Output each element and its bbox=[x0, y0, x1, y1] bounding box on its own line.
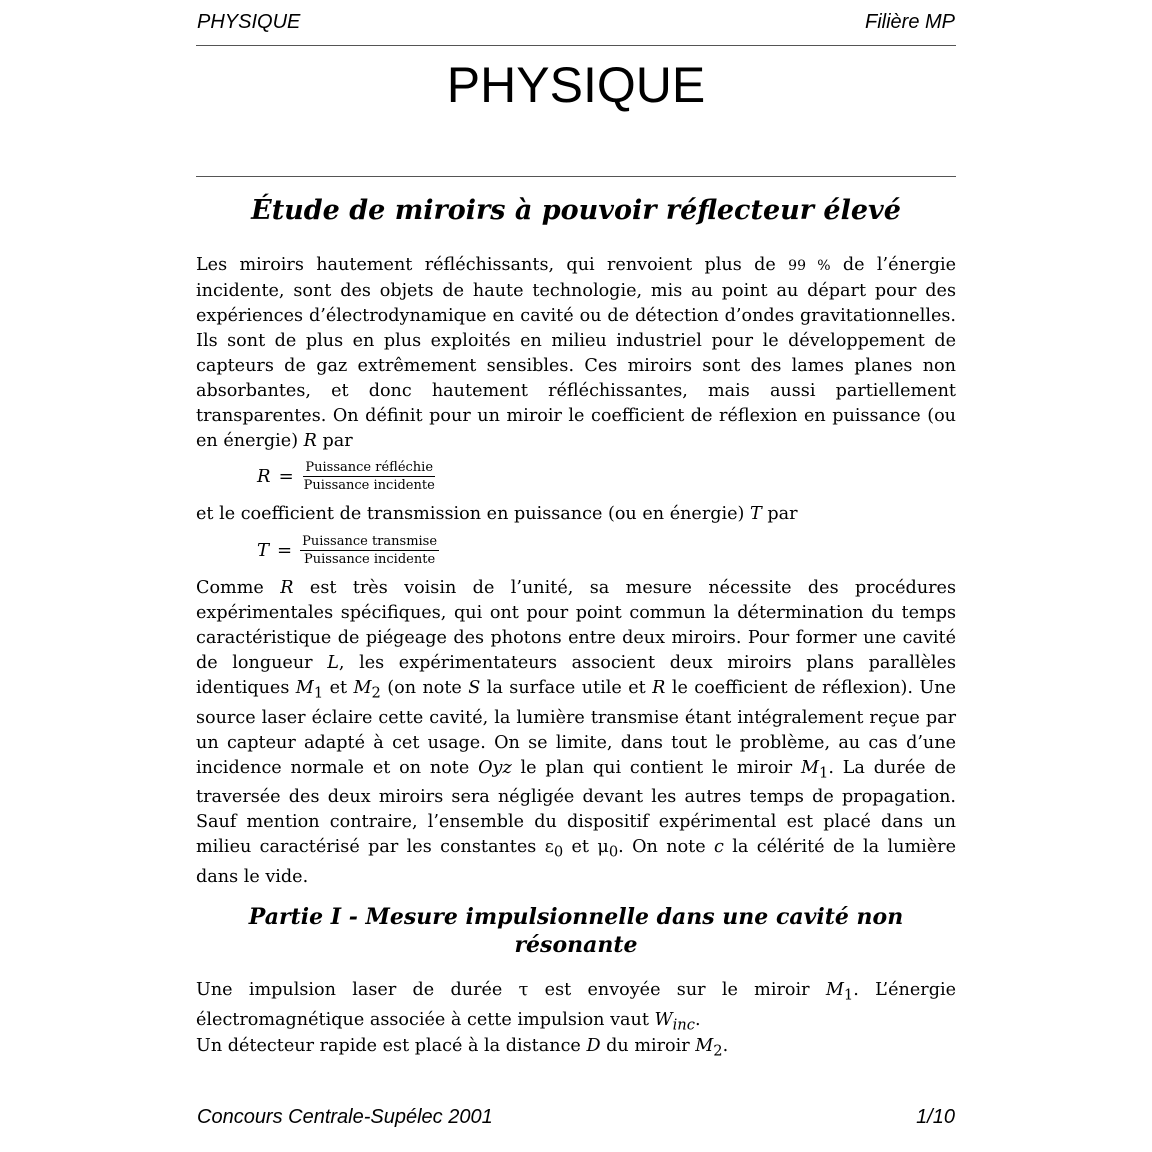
percent-value: 99 % bbox=[788, 258, 831, 274]
setup-paragraph: Comme R est très voisin de l’unité, sa mesure nécessite des procédures expérimentales spécifiques, qui ont pour point commun la détermination du temps caractéristique de piégeage des photons entre deux miroirs. Pour former une cavité de longueur L, les expérimentateurs associent deux miroirs plans parallèles identiques $M_1$ et $M_2$ (on note S la surface utile et R le coefficient de réflexion). Une source laser éclaire cette cavité, la lumière transmise étant intégralement reçue par un capteur adapté à cet usage. On se limite, dans tout le problème, au cas d’une incidence normale et on note Oyz le plan qui contient le miroir $M_1$. La durée de traversée des deux miroirs sera négligée devant les autres temps de propagation. Sauf mention contraire, l’ensemble du dispositif expérimental est placé dans un milieu caractérisé par les constantes $\varepsilon_0$ et $\mu_0$. On note c la célérité de la lumière dans le vide. bbox=[196, 578, 957, 887]
transmission-sentence: et le coefficient de transmission en puissance (ou en énergie) T par bbox=[196, 504, 798, 524]
part-one-title: Partie I - Mesure impulsionnelle dans une cavité non résonante bbox=[248, 904, 904, 958]
header-track: Filière MP bbox=[864, 11, 955, 33]
fraction-r: $\frac{\text{Puissance réfléchie}}{\text{Puissance incidente}}$ bbox=[303, 460, 435, 493]
detector-paragraph: Un détecteur rapide est placé à la distance D du miroir $M_2$. bbox=[196, 1036, 729, 1060]
fraction-t: $\frac{\text{Puissance transmise}}{\text{Puissance incidente}}$ bbox=[302, 534, 438, 567]
equation-r: R = $\frac{\text{Puissance réfléchie}}{\text{Puissance incidente}}$ bbox=[257, 460, 435, 493]
intro-paragraph: Les miroirs hautement réfléchissants, qui renvoient plus de 99 % de l’énergie incidente, sont des objets de haute technologie, mis au point au départ pour des expériences d’électrodynamique en cavité ou de détection d’ondes gravitationnelles. Ils sont de plus en plus exploités en milieu industriel pour le développement de capteurs de gaz extrêmement sensibles. Ces miroirs sont des lames planes non absorbantes, et donc hautement réfléchissantes, mais aussi partiellement transparentes. On définit pour un miroir le coefficient de réflexion en puissance (ou en énergie) R par bbox=[196, 255, 957, 451]
page-number: 1/10 bbox=[916, 1106, 955, 1128]
header-subject: PHYSIQUE bbox=[197, 11, 301, 33]
page-title: PHYSIQUE bbox=[446, 57, 706, 113]
pulse-paragraph: Une impulsion laser de durée τ est envoyée sur le miroir $M_1$. L’énergie électromagnétique associée à cette impulsion vaut $W_{inc}$. bbox=[196, 980, 956, 1034]
problem-title: Étude de miroirs à pouvoir réflecteur élevé bbox=[251, 195, 901, 226]
equation-t: T = $\frac{\text{Puissance transmise}}{\text{Puissance incidente}}$ bbox=[257, 534, 438, 567]
header-rule bbox=[196, 45, 956, 46]
title-rule bbox=[196, 176, 956, 177]
footer-contest: Concours Centrale-Supélec 2001 bbox=[197, 1106, 493, 1128]
